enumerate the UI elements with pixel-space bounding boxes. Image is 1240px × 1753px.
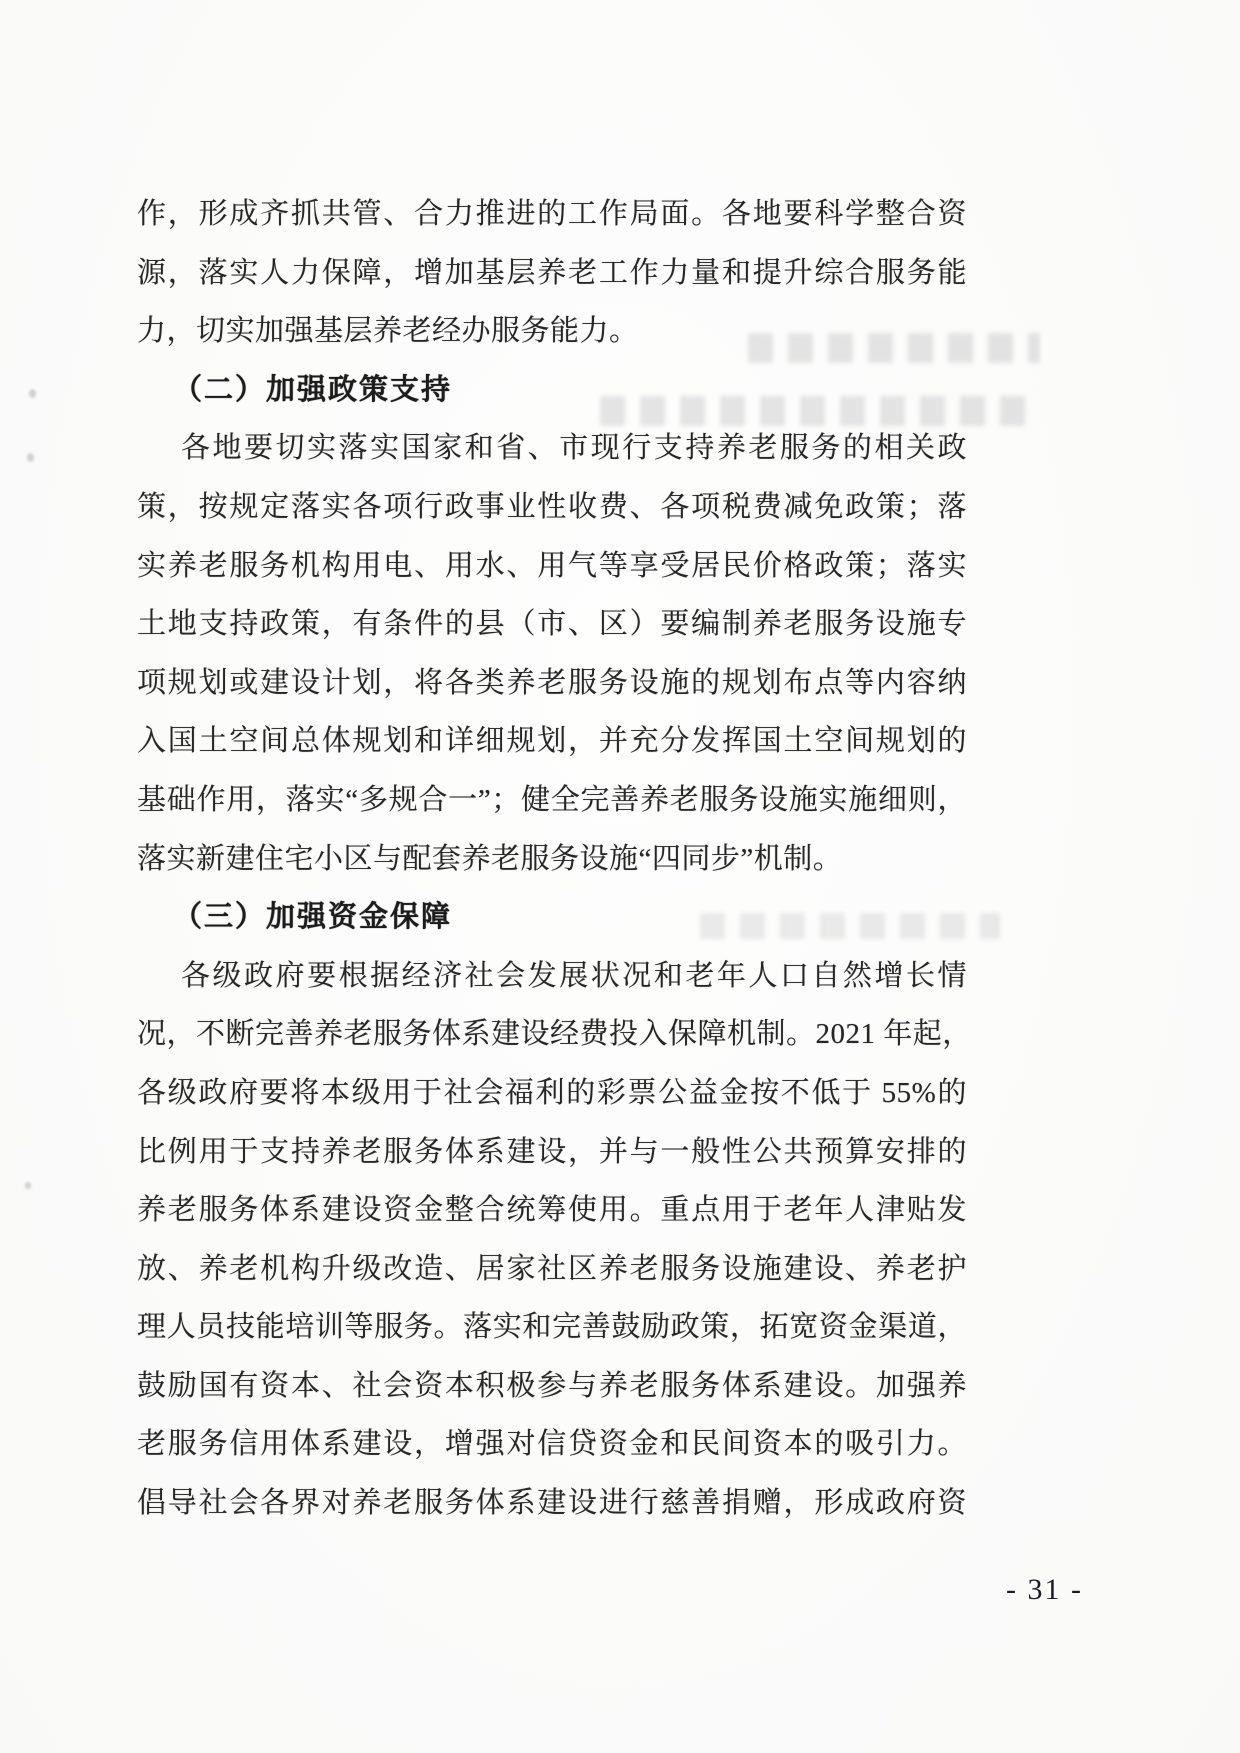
- text-line: 源，落实人力保障，增加基层养老工作力量和提升综合服务能: [137, 256, 967, 289]
- text-line: 土地支持政策，有条件的县（市、区）要编制养老服务设施专: [137, 608, 967, 641]
- section-heading-2: （二）加强政策支持: [173, 373, 453, 406]
- text-line: 倡导社会各界对养老服务体系建设进行慈善捐赠，形成政府资: [137, 1487, 967, 1520]
- document-body: [137, 185, 972, 1533]
- section-heading-3: （三）加强资金保障: [173, 901, 453, 934]
- text-line: 实养老服务机构用电、用水、用气等享受居民价格政策；落实: [137, 549, 967, 582]
- text-line: 鼓励国有资本、社会资本积极参与养老服务体系建设。加强养: [137, 1369, 967, 1402]
- scan-speck-artifact: [27, 453, 34, 462]
- page-number: - 31 -: [1006, 1573, 1083, 1606]
- text-line: 各地要切实落实国家和省、市现行支持养老服务的相关政: [181, 432, 967, 465]
- text-line: 项规划或建设计划，将各类养老服务设施的规划布点等内容纳: [137, 666, 967, 699]
- text-line: 况，不断完善养老服务体系建设经费投入保障机制。2021 年起，: [137, 1018, 972, 1051]
- text-line: 各级政府要将本级用于社会福利的彩票公益金按不低于 55%的: [137, 1076, 967, 1109]
- text-line: 力，切实加强基层养老经办服务能力。: [137, 315, 639, 348]
- text-line: 老服务信用体系建设，增强对信贷资金和民间资本的吸引力。: [137, 1428, 967, 1461]
- text-line: 落实新建住宅小区与配套养老服务设施“四同步”机制。: [137, 842, 843, 875]
- text-line: 养老服务体系建设资金整合统筹使用。重点用于老年人津贴发: [137, 1194, 967, 1227]
- text-line: 放、养老机构升级改造、居家社区养老服务设施建设、养老护: [137, 1252, 967, 1285]
- text-line: 基础作用，落实“多规合一”；健全完善养老服务设施实施细则，: [137, 783, 967, 816]
- text-line: 比例用于支持养老服务体系建设，并与一般性公共预算安排的: [137, 1135, 967, 1168]
- text-line: 理人员技能培训等服务。落实和完善鼓励政策，拓宽资金渠道，: [137, 1311, 967, 1344]
- text-line: 各级政府要根据经济社会发展状况和老年人口自然增长情: [181, 959, 967, 992]
- scan-speck-artifact: [29, 389, 36, 398]
- text-line: 策，按规定落实各项行政事业性收费、各项税费减免政策；落: [137, 490, 967, 523]
- scan-speck-artifact: [25, 1182, 31, 1189]
- text-line: 入国土空间总体规划和详细规划，并充分发挥国土空间规划的: [137, 725, 967, 758]
- text-line: 作，形成齐抓共管、合力推进的工作局面。各地要科学整合资: [137, 198, 967, 230]
